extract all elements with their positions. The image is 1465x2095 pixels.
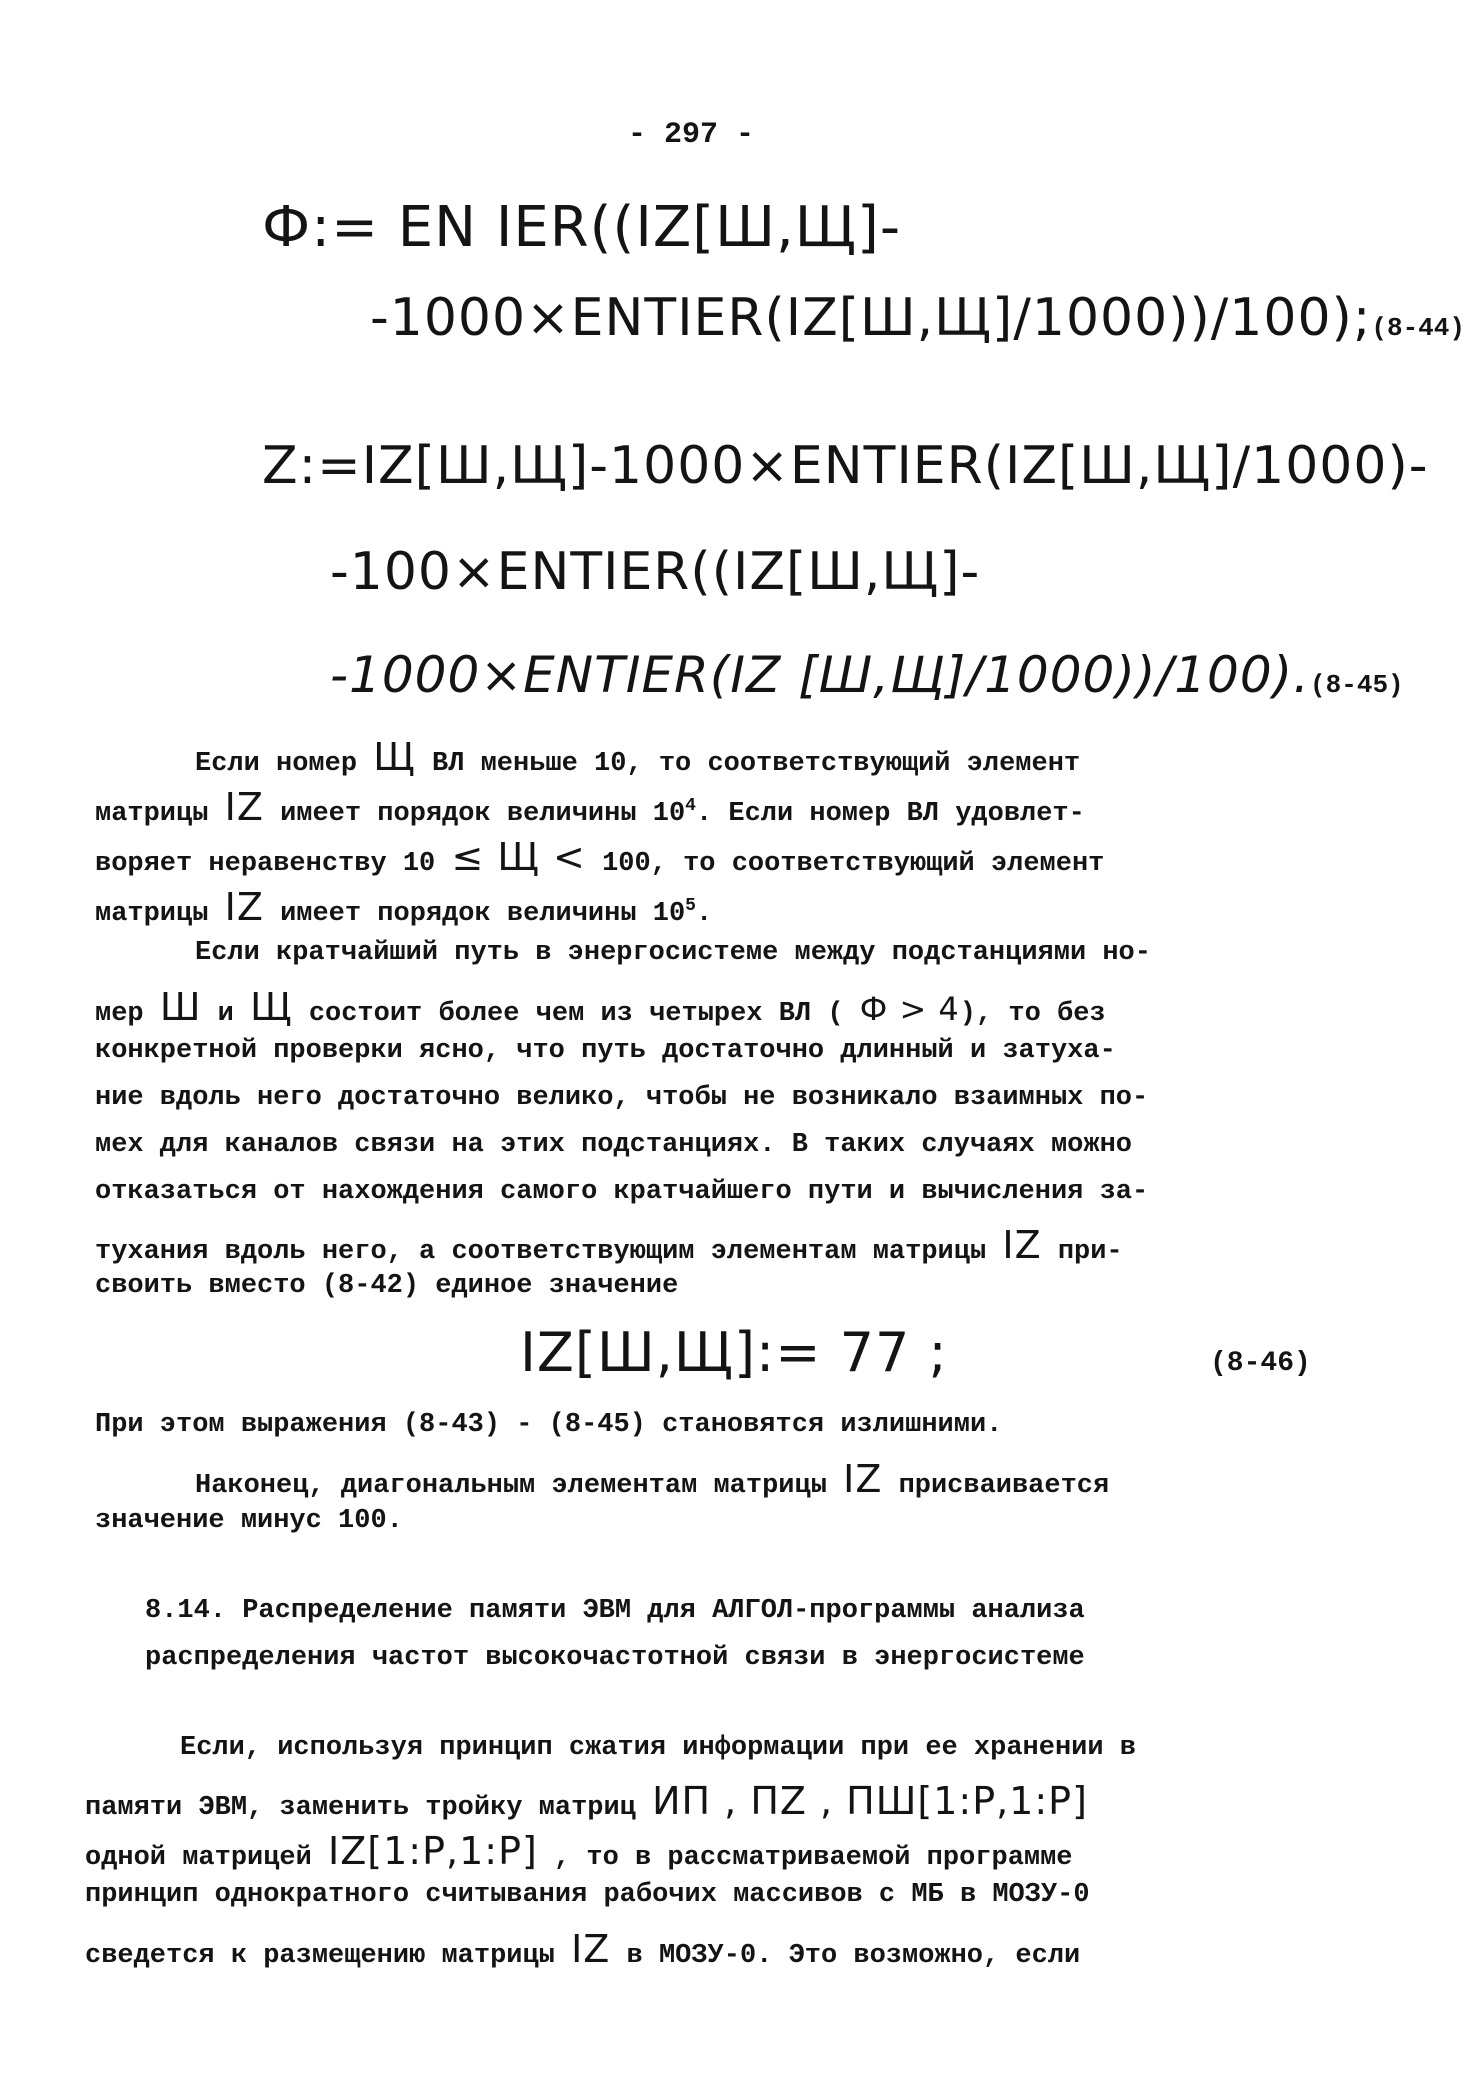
paragraph-2-line-4: ние вдоль него достаточно велико, чтобы не возникало взаимных по- [95,1083,1149,1113]
paragraph-4-line-2: памяти ЭВМ, заменить тройку матриц ИП , ПZ , ПШ[1:P,1:P] [85,1779,1088,1823]
formula-8-44-line-2 [370,288,1465,348]
paragraph-2-line-7: тухания вдоль него, а соответствующим элементам матрицы IZ при- [95,1223,1123,1267]
paragraph-1-line-4: матрицы IZ имеет порядок величины $10^5$. [95,885,713,929]
paragraph-1-line-1: Если номер Щ ВЛ меньше 10, то соответствующий элемент [195,735,1081,779]
formula-8-44-line-1: Ф:= EN IER((IZ[Ш,Щ]- [262,195,902,260]
paragraph-2-line-1: Если кратчайший путь в энергосистеме между подстанциями но- [195,938,1151,968]
formula-8-45-line-1: Z:=IZ[Ш,Щ]-1000×ENTIER(IZ[Ш,Щ]/1000)- [262,436,1429,496]
paragraph-4-line-4: принцип однократного считывания рабочих массивов с МБ в МОЗУ-0 [85,1880,1090,1910]
paragraph-1-line-3: воряет неравенству 10 ≤ Щ < 100, то соответствующий элемент [95,835,1105,879]
equation-number-8-45: (8-45) [1310,670,1404,700]
section-heading-line-2: распределения частот высокочастотной связи в энергосистеме [145,1643,1085,1673]
paragraph-1-line-2: матрицы IZ имеет порядок величины $10^4$. Если номер ВЛ удовлет- [95,785,1085,829]
paragraph-2-line-2: мер Ш и Щ состоит более чем из четырех ВЛ ( Ф > 4), то без [95,985,1106,1029]
formula-8-45-line-3 [330,646,1404,704]
paragraph-4-line-1: Если, используя принцип сжатия информации при ее хранении в [180,1733,1136,1763]
paragraph-2-line-6: отказаться от нахождения самого кратчайшего пути и вычисления за- [95,1177,1149,1207]
paragraph-2-line-3: конкретной проверки ясно, что путь достаточно длинный и затуха- [95,1036,1116,1066]
paragraph-2-line-5: мех для каналов связи на этих подстанциях. В таких случаях можно [95,1130,1132,1160]
paragraph-3-line-1: При этом выражения (8-43) - (8-45) становятся излишними. [95,1410,1003,1440]
equation-number-8-44: (8-44) [1371,313,1465,343]
paragraph-3-line-3: значение минус 100. [95,1506,403,1536]
formula-8-44-expression: -1000×ENTIER(IZ[Ш,Щ]/1000))/100); [370,288,1372,348]
formula-8-45-expression: -1000×ENTIER(IZ [Ш,Щ]/1000))/100). [330,646,1311,704]
formula-8-45-line-2: -100×ENTIER((IZ[Ш,Щ]- [330,542,981,602]
section-heading-line-1: 8.14. Распределение памяти ЭВМ для АЛГОЛ-программы анализа [145,1596,1085,1626]
page-number: - 297 - [628,118,755,152]
paragraph-2-line-8: своить вместо (8-42) единое значение [95,1271,679,1301]
equation-number-8-46: (8-46) [1210,1348,1311,1379]
formula-8-46: IZ[Ш,Щ]:= 77 ; [520,1321,948,1384]
paragraph-4-line-3: одной матрицей IZ[1:P,1:P] , то в рассматриваемой программе [85,1829,1073,1873]
paragraph-4-line-5: сведется к размещению матрицы IZ в МОЗУ-0. Это возможно, если [85,1927,1081,1971]
paragraph-3-line-2: Наконец, диагональным элементам матрицы IZ присваивается [195,1457,1110,1501]
